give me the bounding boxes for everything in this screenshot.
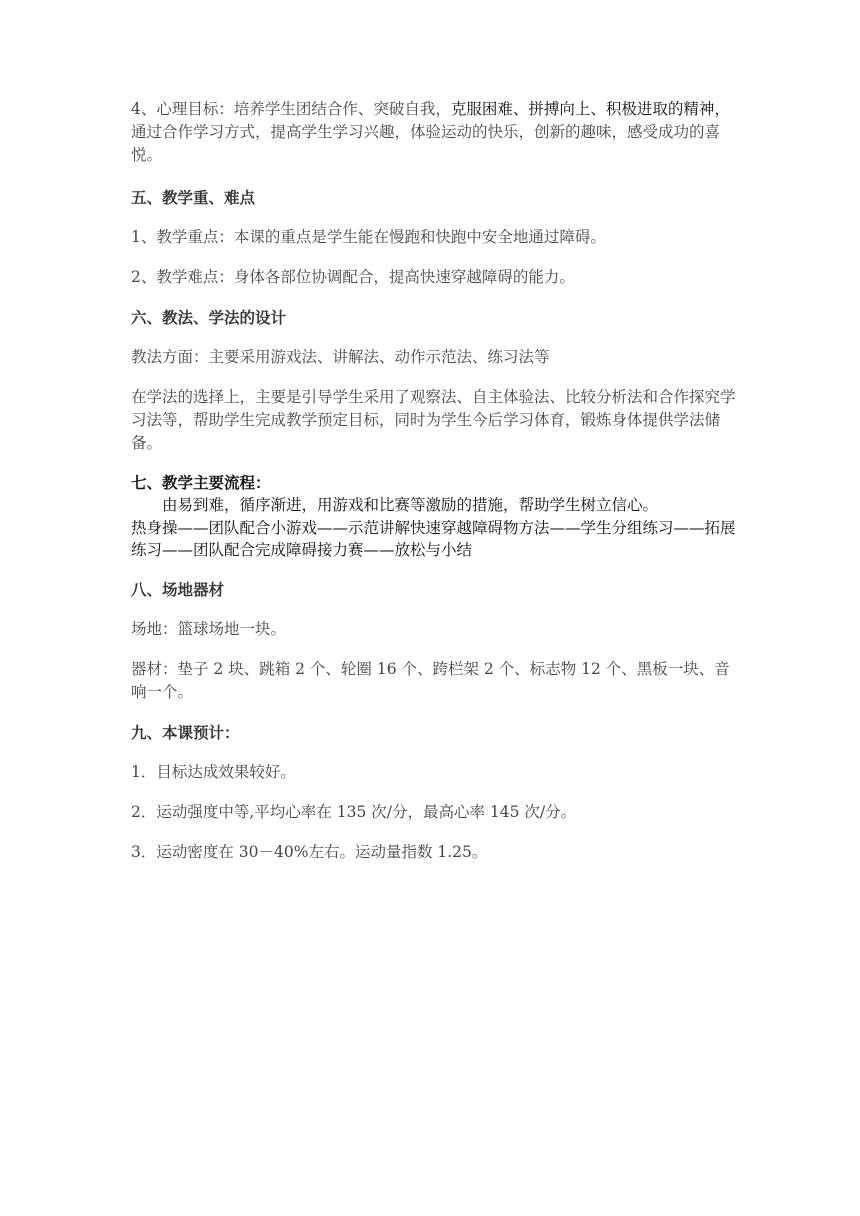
section5-item2: 2、教学难点：身体各部位协调配合，提高快速穿越障碍的能力。 <box>131 268 575 286</box>
section7-heading: 七、教学主要流程： <box>131 473 271 492</box>
section7-lead: 由易到难，循序渐进，用游戏和比赛等激励的措施，帮助学生树立信心。 <box>162 496 659 514</box>
section8-equipment: 器材：垫子 2 块、跳箱 2 个、轮圈 16 个、跨栏架 2 个、标志物 12 个、黑板一块、音响一个。 <box>131 660 730 701</box>
section9-item1: 1．目标达成效果较好。 <box>131 763 296 781</box>
section9-item3: 3．运动密度在 30－40%左右。运动量指数 1.25。 <box>131 843 488 861</box>
psych-goal-part2: 克服困难、拼搏向上、积极进取的精神， <box>450 100 730 118</box>
section5-heading: 五、教学重、难点 <box>131 188 256 207</box>
psych-goal-part3: 通过合作学习方式，提高学生学习兴趣，体验运动的快乐，创新的趣味，感受成功的喜悦。 <box>131 123 721 164</box>
section8-heading: 八、场地器材 <box>131 580 225 599</box>
document-body <box>131 98 741 864</box>
section6-teaching: 教法方面：主要采用游戏法、讲解法、动作示范法、练习法等 <box>131 348 550 366</box>
psych-goal-paragraph <box>131 98 741 167</box>
section9-item2: 2．运动强度中等,平均心率在 135 次/分，最高心率 145 次/分。 <box>131 803 577 821</box>
section7-flow: 热身操——团队配合小游戏——示范讲解快速穿越障碍物方法——学生分组练习——拓展练习——团队配合完成障碍接力赛——放松与小结 <box>131 519 736 559</box>
section5-item1: 1、教学重点：本课的重点是学生能在慢跑和快跑中安全地通过障碍。 <box>131 228 606 246</box>
section9-heading: 九、本课预计： <box>131 723 240 742</box>
section6-heading: 六、教法、学法的设计 <box>131 308 287 327</box>
psych-goal-part1: 4、心理目标：培养学生团结合作、突破自我， <box>131 100 451 118</box>
section8-venue: 场地：篮球场地一块。 <box>131 620 287 638</box>
section6-learning: 在学法的选择上，主要是引导学生采用了观察法、自主体验法、比较分析法和合作探究学习法等，帮助学生完成教学预定目标，同时为学生今后学习体育，锻炼身体提供学法储备。 <box>131 388 736 452</box>
